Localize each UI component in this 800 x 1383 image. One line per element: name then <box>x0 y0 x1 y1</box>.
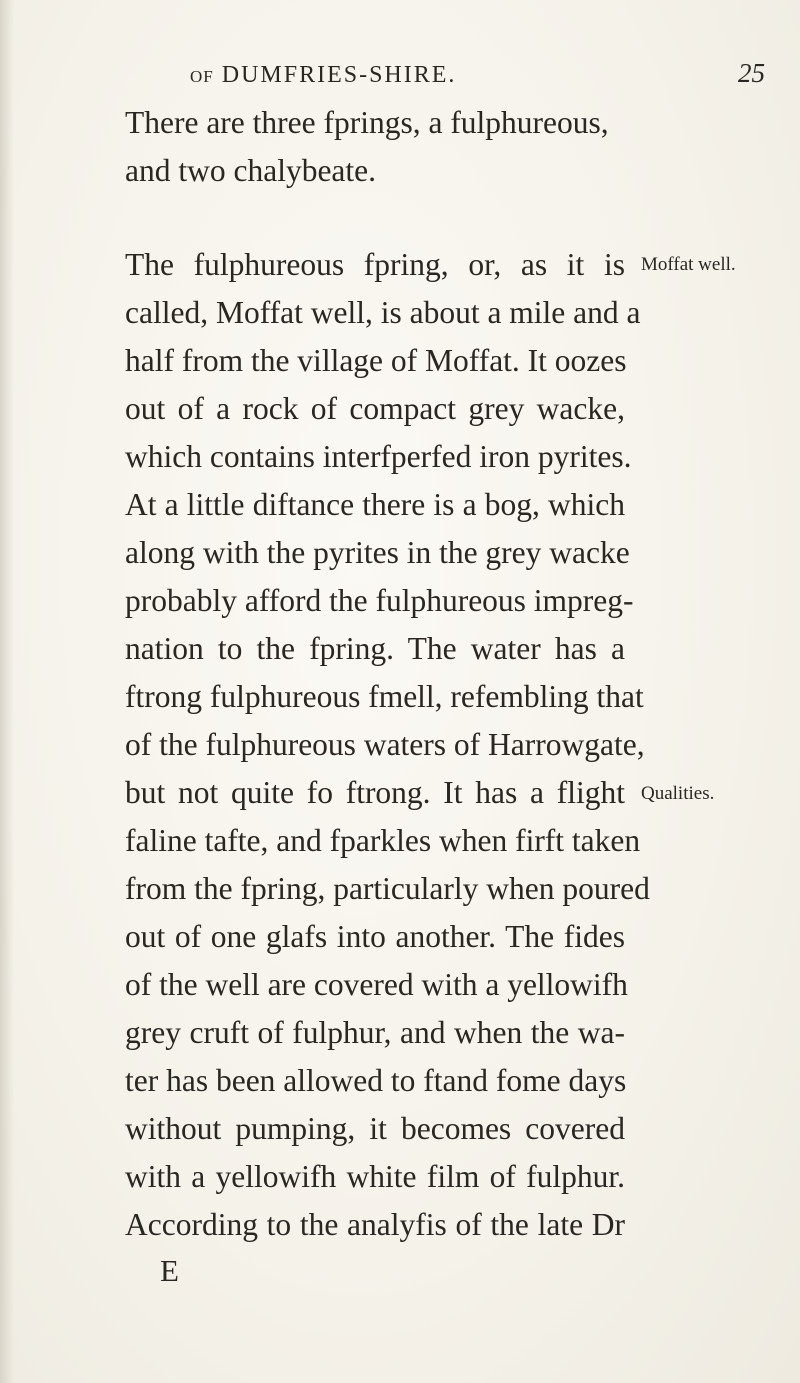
text-line-23: According to the analyfis of the late Dr <box>125 1207 625 1242</box>
margin-note-moffat-well: Moffat well. <box>641 254 736 275</box>
gutter-shadow <box>0 0 14 1383</box>
text-line-6: out of a rock of compact grey wacke, <box>125 391 625 426</box>
text-line-18: of the well are covered with a yellowifh <box>125 967 628 1002</box>
text-line-16: from the fpring, particularly when poured <box>125 871 650 906</box>
text-line-3: The fulphureous fpring, or, as it is <box>125 247 625 282</box>
running-head <box>190 62 602 89</box>
text-line-10: probably afford the fulphureous impreg- <box>125 583 634 618</box>
text-line-17: out of one glafs into another. The fides <box>125 919 625 954</box>
text-line-21: without pumping, it becomes covered <box>125 1111 625 1146</box>
text-line-11: nation to the fpring. The water has a <box>125 631 625 666</box>
text-line-13: of the fulphureous waters of Harrowgate, <box>125 727 645 762</box>
text-line-15: faline tafte, and fparkles when firft taken <box>125 823 641 858</box>
signature-mark: E <box>160 1253 179 1288</box>
text-line-9: along with the pyrites in the grey wacke <box>125 535 630 570</box>
text-line-8: At a little diftance there is a bog, which <box>125 487 625 522</box>
text-line-22: with a yellowifh white film of fulphur. <box>125 1159 625 1194</box>
text-line-5: half from the village of Moffat. It oozes <box>125 343 627 378</box>
text-line-4: called, Moffat well, is about a mile and a <box>125 295 641 330</box>
text-line-7: which contains interfperfed iron pyrites. <box>125 439 632 474</box>
text-line-14: but not quite fo ftrong. It has a flight <box>125 775 625 810</box>
running-head-title: DUMFRIES-SHIRE. <box>221 62 457 88</box>
text-line-2: and two chalybeate. <box>125 153 377 188</box>
running-head-prefix: OF <box>190 67 214 86</box>
text-line-20: ter has been allowed to ftand fome days <box>125 1063 627 1098</box>
text-line-12: ftrong fulphureous fmell, refembling that <box>125 679 644 714</box>
text-line-19: grey cruft of fulphur, and when the wa- <box>125 1015 625 1050</box>
page-number: 25 <box>738 58 765 88</box>
margin-note-qualities: Qualities. <box>641 783 715 804</box>
text-line-1: There are three fprings, a fulphureous, <box>125 105 609 140</box>
